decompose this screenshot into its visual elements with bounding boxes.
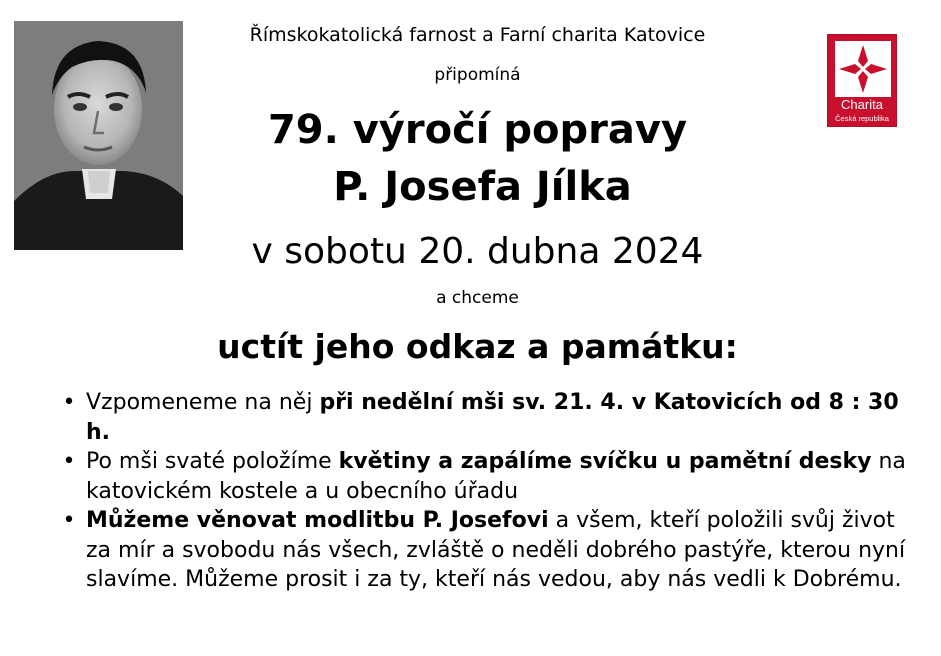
item-text: a všem, kteří položili svůj život za mír a svobodu nás všech, zvláště o neděli dobrého pastýře, kterou nyní slavíme. Můžeme prosit i za ty, kteří nás vedou, aby nás vedli k Dobrému. [86,508,906,592]
item-bold-text: při nedělní mši sv. 21. 4. v Katovicích od 8 : 30 h. [86,390,899,445]
logo-subname: Česká republika [835,114,889,123]
bullet-icon: • [62,390,76,415]
program-list [62,388,906,595]
bullet-icon: • [62,449,76,474]
title-line-1: 79. výročí popravy [267,107,688,153]
item-bold-text: Můžeme věnovat modlitbu P. Josefovi [86,508,549,533]
item-text: Vzpomeneme na něj [86,390,320,415]
reminds-line: připomíná [434,65,521,85]
intro-line: a chceme [436,288,519,308]
subtitle: uctít jeho odkaz a památku: [217,327,738,366]
title-line-2: P. Josefa Jílka [333,164,632,210]
item-text: na katovickém kostele a u obecního úřadu [86,449,906,504]
item-bold-text: květiny a zapálíme svíčku u pamětní desky [338,449,872,474]
logo-name: Charita [841,97,883,112]
list-item [62,506,906,595]
list-item [62,447,906,506]
organizer-line: Římskokatolická farnost a Farní charita Katovice [249,24,706,46]
event-date: v sobotu 20. dubna 2024 [251,231,704,272]
list-item [62,388,906,447]
item-text: Po mši svaté položíme [86,449,339,474]
bullet-icon: • [62,508,76,533]
